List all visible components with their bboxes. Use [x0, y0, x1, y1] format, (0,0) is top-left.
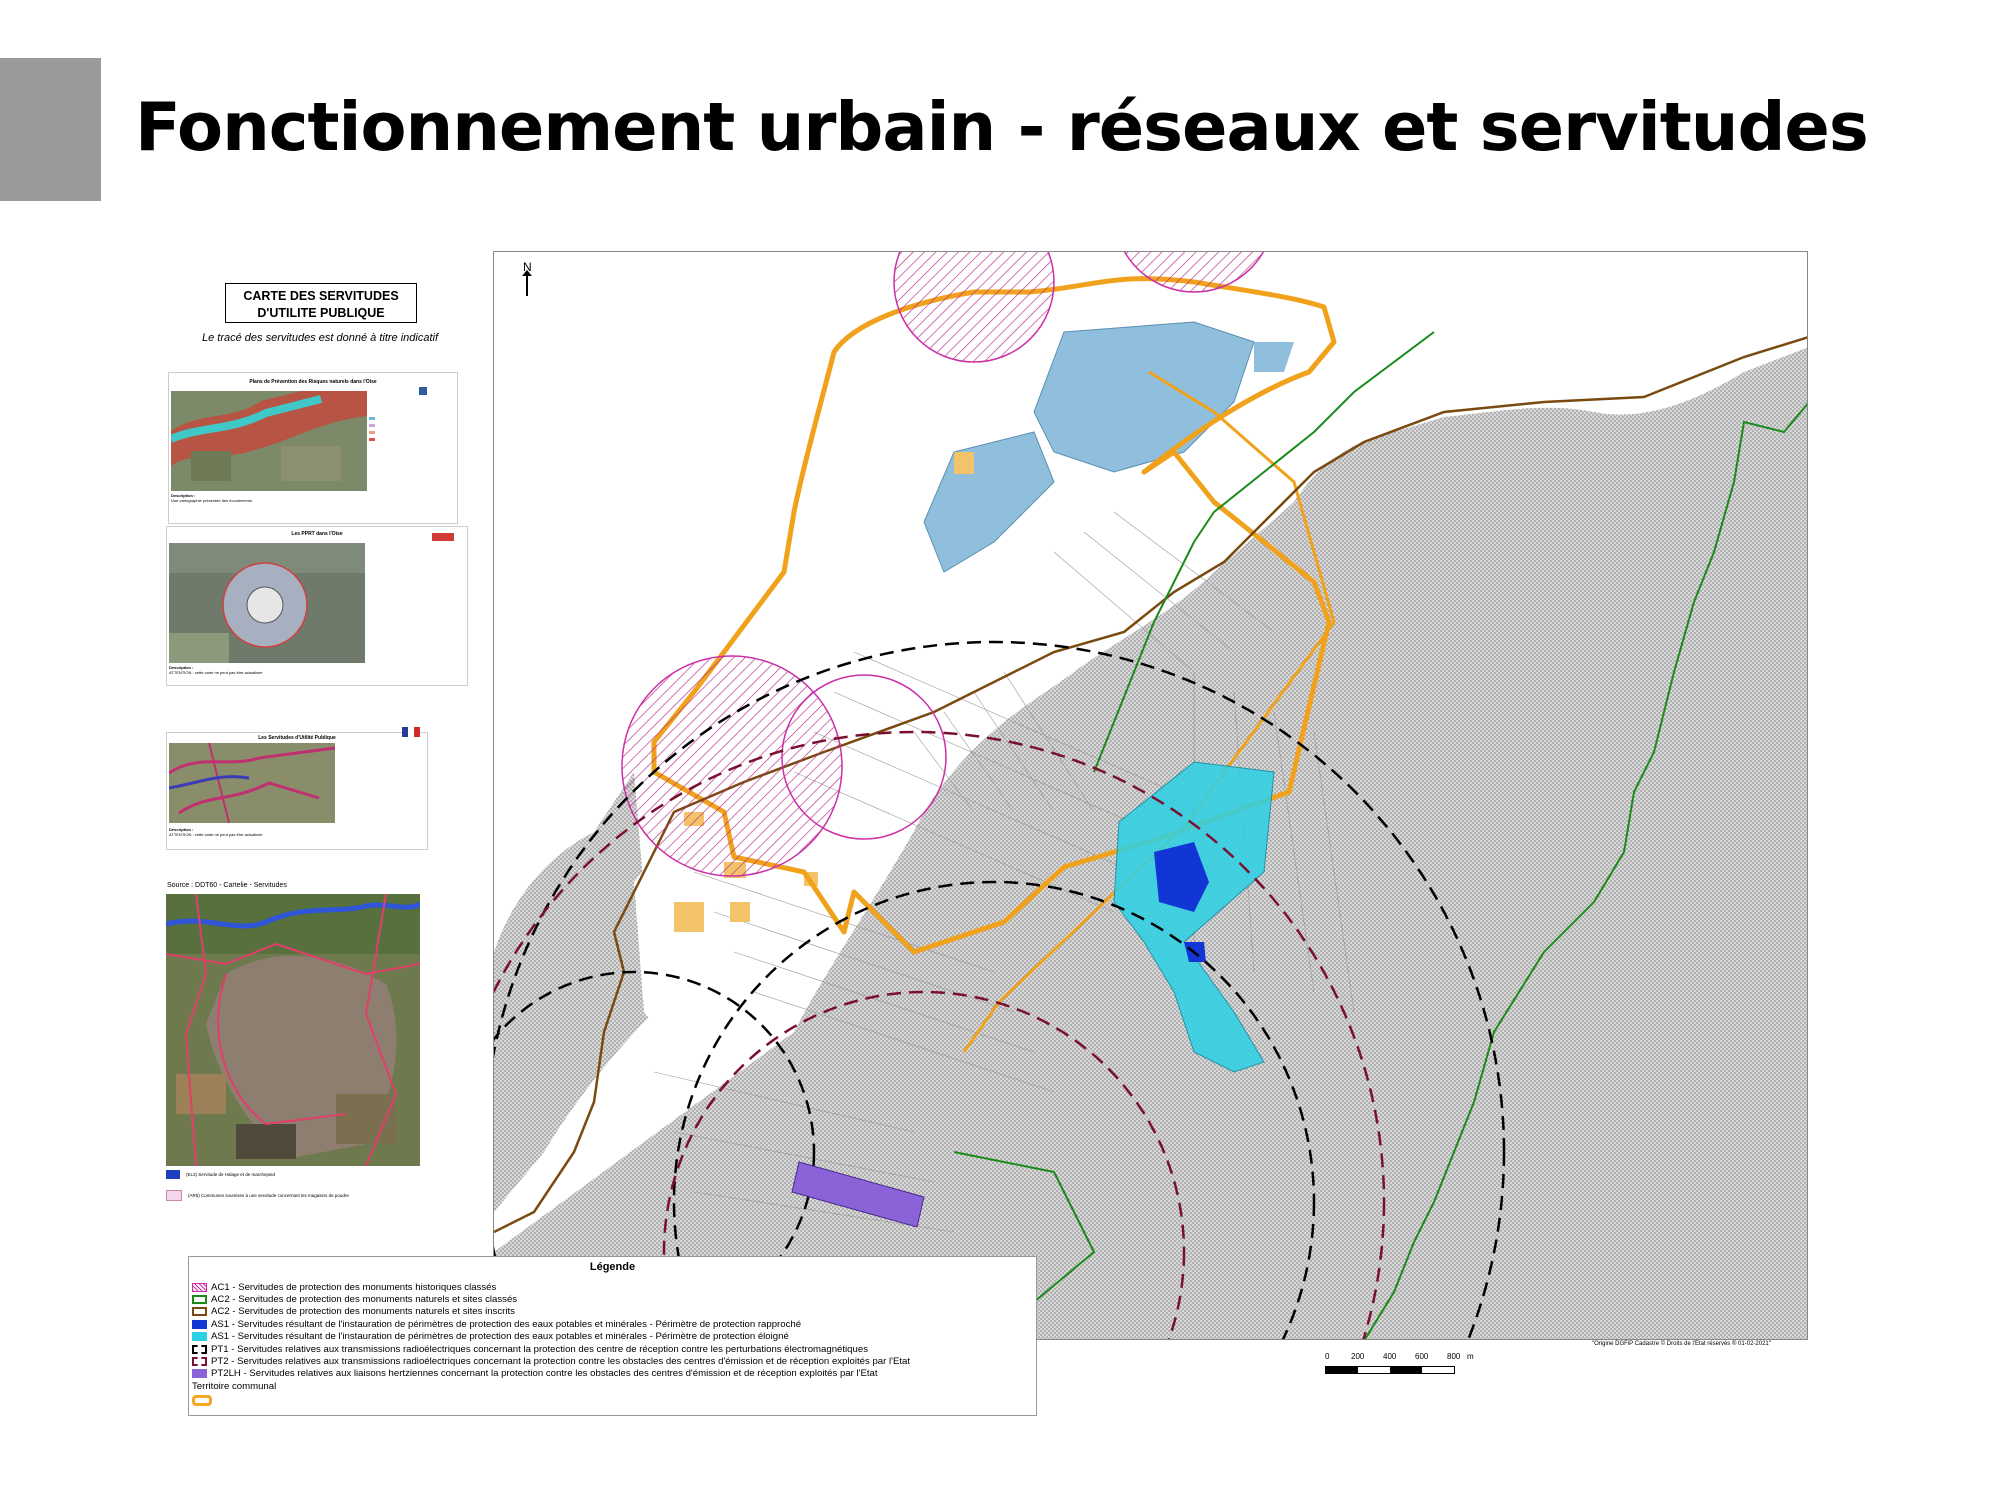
north-arrow-icon	[526, 274, 528, 296]
ac2-inscrits-symbol-icon	[192, 1307, 207, 1316]
scale-label: 600	[1415, 1352, 1429, 1361]
photo-legend-item	[166, 1190, 349, 1201]
legend-label: PT1 - Servitudes relatives aux transmissions radioélectriques concernant la protection des centre de réception contre les perturbations électromagnétiques	[211, 1343, 868, 1355]
legend-item-territory-symbol	[192, 1393, 910, 1409]
north-arrow	[523, 260, 532, 296]
legend-label: PT2 - Servitudes relatives aux transmissions radioélectriques concernant la protection contre les obstacles des centres d'émission et de réception exploités par l'Etat	[211, 1356, 911, 1368]
legend-item-pt2	[192, 1355, 910, 1367]
thumbnail-desc: ATTENTION : cette carte ne peut pas être actualisée	[169, 670, 263, 675]
swatch	[166, 1190, 182, 1201]
map-credit: "Origine DGFiP Cadastre © Droits de l'Etat réservés ® 01-02-2021"	[1592, 1341, 1771, 1347]
protected-area-west	[494, 772, 654, 1212]
legend-item-as1-eloigne	[192, 1331, 910, 1343]
swatch	[166, 1170, 180, 1179]
ac2-classes-symbol-icon	[192, 1295, 207, 1304]
thumbnail-title: Plans de Prévention des Risques naturels dans l'Oise	[249, 379, 377, 385]
pt2-symbol-icon	[192, 1357, 207, 1366]
legend-label: PT2LH - Servitudes relatives aux liaisons hertziennes concernant la protection contre les obstacles des centres d'émission et de réception exploités par l'Etat	[211, 1368, 878, 1380]
title-accent-block	[0, 58, 101, 201]
legend-item-territory	[192, 1380, 910, 1392]
thumbnail-ppr	[168, 372, 458, 524]
thumbnail-desc: ATTENTION : cette carte ne peut pas être actualisée	[169, 832, 263, 837]
legend-label: Territoire communal	[192, 1380, 277, 1392]
pt1-symbol-icon	[192, 1345, 207, 1354]
legend-label: AC1 - Servitudes de protection des monuments historiques classés	[211, 1281, 497, 1293]
legend-label: AS1 - Servitudes résultant de l'instauration de périmètres de protection des eaux potables et minérales - Périmètre de protection rapproché	[211, 1318, 802, 1330]
legend-item-ac2-inscrits	[192, 1306, 910, 1318]
monument-zone-circle	[1114, 252, 1274, 292]
thumbnail-map-image	[171, 391, 367, 491]
thumbnail-title: Les PPRT dans l'Oise	[291, 531, 343, 537]
legend-item-pt2lh	[192, 1368, 910, 1380]
thumbnail-title: Les Servitudes d'Utilité Publique	[258, 735, 336, 741]
scale-label: m	[1467, 1352, 1474, 1361]
as1-rapproche-symbol-icon	[192, 1320, 207, 1329]
panel-title-line2: D'UTILITE PUBLIQUE	[257, 306, 385, 320]
thumbnail-sup	[166, 732, 428, 850]
thumbnail-pprt	[166, 526, 468, 686]
territory-symbol-icon	[192, 1395, 212, 1406]
panel-subtitle: Le tracé des servitudes est donné à titre indicatif	[201, 332, 439, 344]
scale-bar	[1325, 1352, 1474, 1382]
panel-title-line1: CARTE DES SERVITUDES	[243, 289, 399, 303]
servitudes-map[interactable]	[494, 252, 1808, 1340]
thumbnail-desc: Une cartographie présentée des écoulements	[171, 498, 252, 503]
north-label: N	[523, 260, 532, 274]
ac1-symbol-icon	[192, 1283, 207, 1292]
scale-label: 200	[1351, 1352, 1365, 1361]
monument-zone-circle	[622, 656, 842, 876]
photo-legend-label: (AR5) Communes soumises à une servitude concernant les magasins de poudre	[188, 1193, 349, 1198]
legend-item-pt1	[192, 1343, 910, 1355]
legend-item-ac1	[192, 1281, 910, 1293]
thumbnail-desc-label: Description :	[169, 665, 194, 670]
scale-label: 800	[1447, 1352, 1461, 1361]
aerial-photo	[166, 894, 420, 1166]
source-caption: Source : DDT60 - Cartelie - Servitudes	[167, 882, 287, 889]
scale-label: 0	[1325, 1352, 1330, 1361]
scale-bar-graphic	[1325, 1366, 1455, 1374]
map-legend	[188, 1256, 1037, 1416]
pt2lh-symbol-icon	[192, 1369, 207, 1378]
thumbnail-map-image	[169, 743, 335, 823]
legend-label: AC2 - Servitudes de protection des monuments naturels et sites classés	[211, 1294, 518, 1306]
flag-icon	[402, 727, 420, 737]
legend-item-as1-rapproche	[192, 1318, 910, 1330]
panel-title	[225, 283, 417, 323]
photo-legend-label: (EL3) Servitude de Halage et de marchepied	[186, 1172, 276, 1177]
thumbnail-map-image	[169, 543, 365, 663]
legend-label: AS1 - Servitudes résultant de l'instauration de périmètres de protection des eaux potables et minérales - Périmètre de protection éloigné	[211, 1331, 789, 1343]
photo-legend-item	[166, 1170, 275, 1179]
thumbnail-desc-label: Description :	[169, 827, 194, 832]
legend-item-ac2-classes	[192, 1293, 910, 1305]
scale-label: 400	[1383, 1352, 1397, 1361]
thumbnail-desc-label: Description :	[171, 493, 196, 498]
legend-label: AC2 - Servitudes de protection des monuments naturels et sites inscrits	[211, 1306, 515, 1318]
as1-eloigne-symbol-icon	[192, 1332, 207, 1341]
legend-title: Légende	[589, 1261, 636, 1273]
map-frame[interactable]	[493, 251, 1808, 1340]
slide-title: Fonctionnement urbain - réseaux et servitudes	[135, 88, 1868, 166]
